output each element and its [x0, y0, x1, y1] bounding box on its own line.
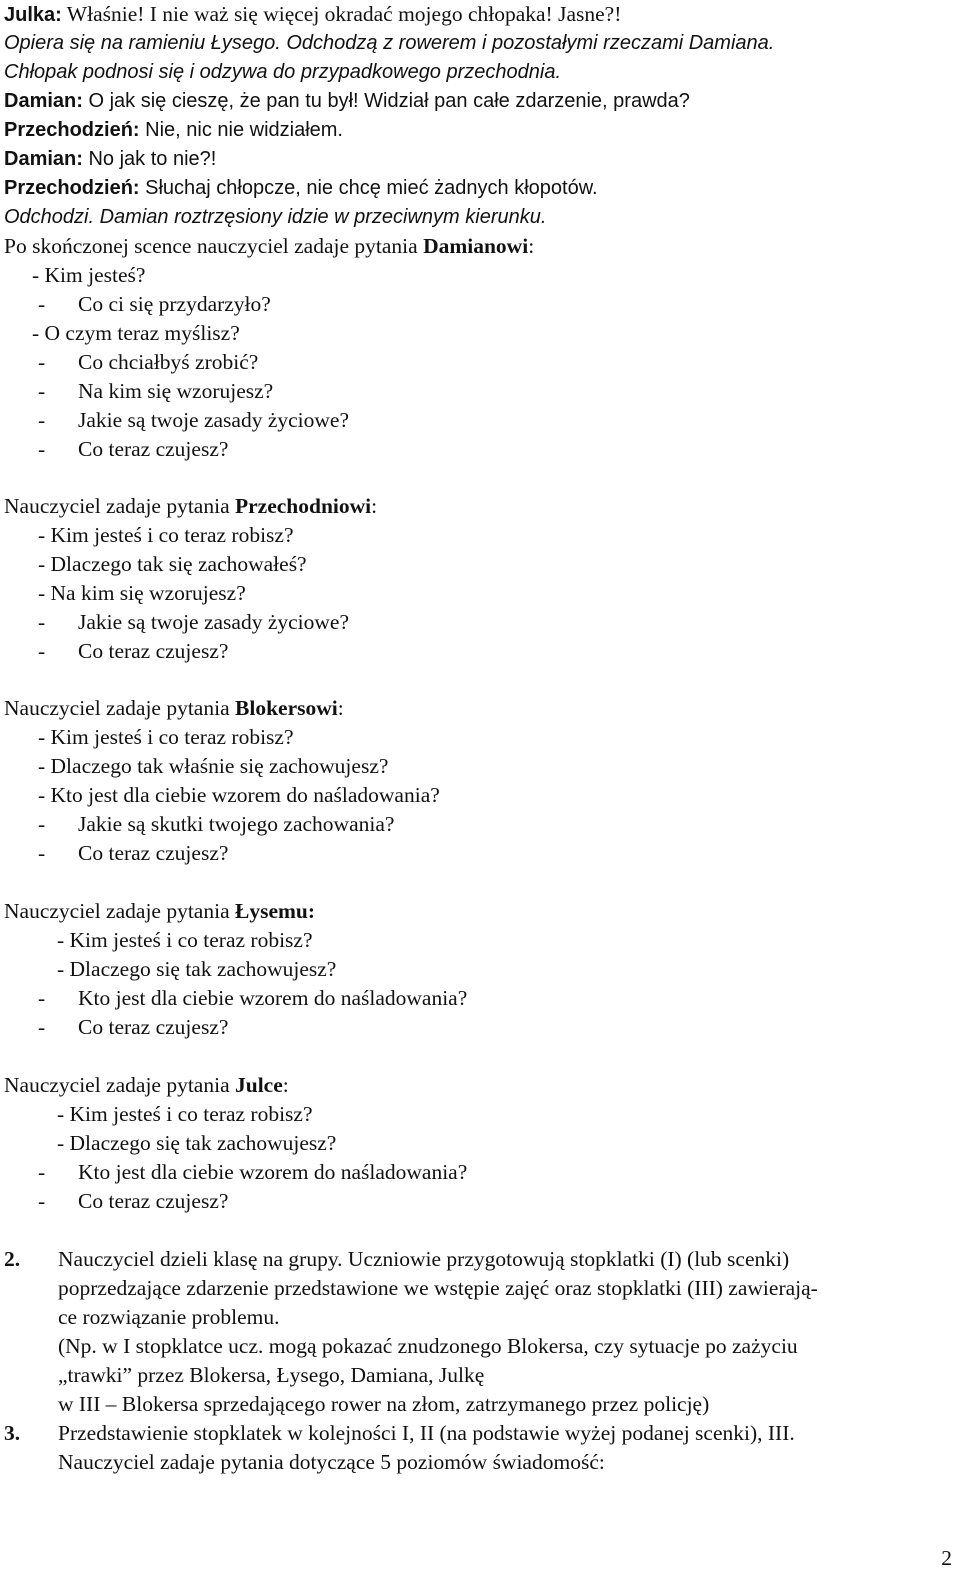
list-dash: - — [38, 841, 46, 865]
list-dash: - — [38, 379, 46, 403]
section-colon: : — [371, 494, 378, 518]
section-intro: Nauczyciel zadaje pytania — [4, 899, 235, 923]
question-item: Kto jest dla ciebie wzorem do naśladowania? — [78, 986, 468, 1010]
stage-direction: Chłopak podnosi się i odzywa do przypadkowego przechodnia. — [4, 61, 562, 83]
list-dash: - — [38, 986, 46, 1010]
question-item: - O czym teraz myślisz? — [32, 321, 240, 345]
section-intro: Nauczyciel zadaje pytania — [4, 1073, 235, 1097]
section-heading-julka — [4, 1071, 289, 1100]
question-item: Na kim się wzorujesz? — [78, 379, 274, 403]
question-item: Co teraz czujesz? — [78, 841, 229, 865]
question-item: - Dlaczego się tak zachowujesz? — [57, 1131, 337, 1155]
damian-speech: O jak się cieszę, że pan tu był! Widział pan całe zdarzenie, prawda? — [82, 90, 690, 112]
page-number: 2 — [941, 1546, 952, 1570]
question-item: Co teraz czujesz? — [78, 1015, 229, 1039]
question-item: - Dlaczego się tak zachowujesz? — [57, 957, 337, 981]
question-item: - Kto jest dla ciebie wzorem do naśladowania? — [38, 783, 440, 807]
question-item: Co teraz czujesz? — [78, 437, 229, 461]
question-item: - Dlaczego tak właśnie się zachowujesz? — [38, 754, 389, 778]
speaker-damian: Damian: — [4, 90, 83, 112]
point-text: poprzedzające zdarzenie przedstawione we wstępie zajęć oraz stopklatki (III) zawierają- — [58, 1276, 818, 1300]
dialogue-line-damian — [4, 145, 216, 174]
list-dash: - — [38, 292, 46, 316]
dialogue-line-przechodzien — [4, 116, 343, 145]
point-text: Przedstawienie stopklatek w kolejności I, II (na podstawie wyżej podanej scenki), III. — [58, 1421, 795, 1445]
point-text: ce rozwiązanie problemu. — [58, 1305, 280, 1329]
speaker-przechodzien: Przechodzień: — [4, 177, 140, 199]
section-intro: Nauczyciel zadaje pytania — [4, 696, 235, 720]
point-text: Nauczyciel dzieli klasę na grupy. Uczniowie przygotowują stopklatki (I) (lub scenki) — [58, 1247, 790, 1271]
speaker-przechodzien: Przechodzień: — [4, 119, 140, 141]
list-number: 2. — [4, 1247, 21, 1271]
section-target: Łysemu: — [235, 899, 316, 923]
dialogue-line-julka — [4, 0, 621, 29]
section-intro: Nauczyciel zadaje pytania — [4, 494, 235, 518]
section-heading-damian — [4, 232, 534, 261]
list-dash: - — [38, 408, 46, 432]
section-target: Blokersowi — [235, 696, 338, 720]
question-item: Co chciałbyś zrobić? — [78, 350, 259, 374]
question-item: Jakie są skutki twojego zachowania? — [78, 812, 395, 836]
question-item: - Dlaczego tak się zachowałeś? — [38, 552, 307, 576]
przechodzien-speech: Słuchaj chłopcze, nie chcę mieć żadnych kłopotów. — [139, 177, 598, 199]
list-dash: - — [38, 812, 46, 836]
przechodzien-speech: Nie, nic nie widziałem. — [139, 119, 343, 141]
stage-direction: Odchodzi. Damian roztrzęsiony idzie w przeciwnym kierunku. — [4, 206, 547, 228]
question-item: - Na kim się wzorujesz? — [38, 581, 246, 605]
dialogue-line-damian — [4, 87, 690, 116]
speaker-julka: Julka: — [4, 4, 62, 26]
question-item: - Kim jesteś? — [32, 263, 146, 287]
question-item: - Kim jesteś i co teraz robisz? — [38, 523, 294, 547]
list-dash: - — [38, 1189, 46, 1213]
list-dash: - — [38, 350, 46, 374]
question-item: Kto jest dla ciebie wzorem do naśladowania? — [78, 1160, 468, 1184]
list-dash: - — [38, 437, 46, 461]
section-heading-blokers — [4, 694, 344, 723]
section-colon: : — [528, 234, 535, 258]
list-dash: - — [38, 610, 46, 634]
question-item: - Kim jesteś i co teraz robisz? — [57, 928, 313, 952]
question-item: Jakie są twoje zasady życiowe? — [78, 408, 350, 432]
point-text: w III – Blokersa sprzedającego rower na złom, zatrzymanego przez policję) — [58, 1392, 710, 1416]
question-item: Co teraz czujesz? — [78, 639, 229, 663]
section-heading-przechodzien — [4, 492, 377, 521]
list-dash: - — [38, 639, 46, 663]
julka-speech: Właśnie! I nie waż się więcej okradać mojego chłopaka! Jasne?! — [61, 2, 622, 26]
question-item: - Kim jesteś i co teraz robisz? — [57, 1102, 313, 1126]
question-item: Co teraz czujesz? — [78, 1189, 229, 1213]
point-text: „trawki” przez Blokersa, Łysego, Damiana, Julkę — [58, 1363, 485, 1387]
speaker-damian: Damian: — [4, 148, 83, 170]
stage-direction: Opiera się na ramieniu Łysego. Odchodzą z rowerem i pozostałymi rzeczami Damiana. — [4, 32, 775, 54]
section-intro: Po skończonej scence nauczyciel zadaje pytania — [4, 234, 424, 258]
point-text: Nauczyciel zadaje pytania dotyczące 5 poziomów świadomość: — [58, 1450, 605, 1474]
list-dash: - — [38, 1015, 46, 1039]
list-dash: - — [38, 1160, 46, 1184]
section-heading-lysy — [4, 897, 315, 926]
list-number: 3. — [4, 1421, 21, 1445]
section-colon: : — [337, 696, 344, 720]
question-item: Jakie są twoje zasady życiowe? — [78, 610, 350, 634]
point-text: (Np. w I stopklatce ucz. mogą pokazać znudzonego Blokersa, czy sytuacje po zażyciu — [58, 1334, 798, 1358]
dialogue-line-przechodzien — [4, 174, 598, 203]
section-target: Damianowi — [423, 234, 529, 258]
section-target: Przechodniowi — [235, 494, 372, 518]
question-item: Co ci się przydarzyło? — [78, 292, 271, 316]
damian-speech: No jak to nie?! — [82, 148, 217, 170]
question-item: - Kim jesteś i co teraz robisz? — [38, 725, 294, 749]
section-colon: : — [282, 1073, 289, 1097]
section-target: Julce — [235, 1073, 283, 1097]
